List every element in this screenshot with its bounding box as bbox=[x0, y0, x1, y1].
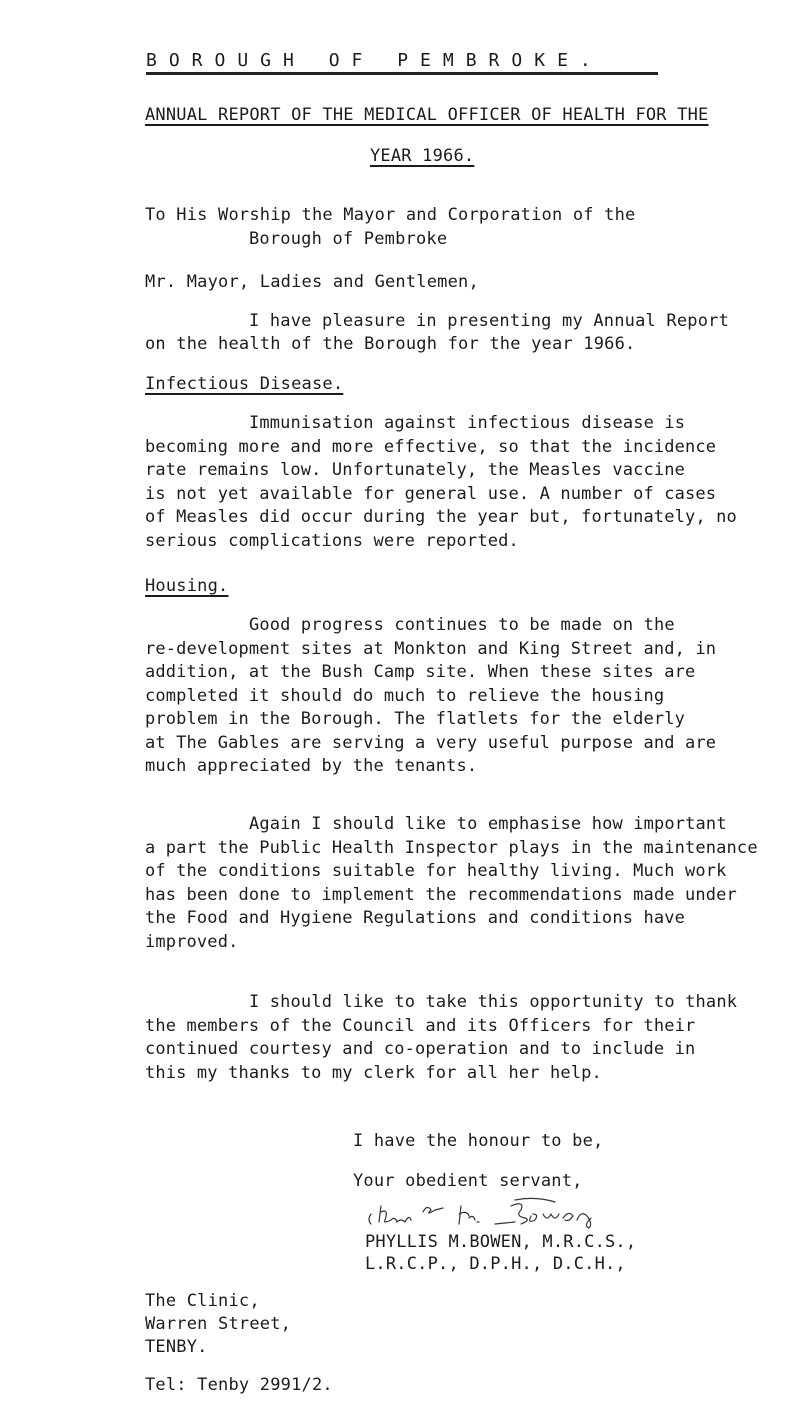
signatory-name: PHYLLIS M.BOWEN, M.R.C.S., bbox=[365, 1232, 637, 1252]
paragraph-line: the Food and Hygiene Regulations and conditions have bbox=[145, 908, 686, 928]
intro-line2: on the health of the Borough for the year 1966. bbox=[145, 334, 636, 354]
paragraph-line: completed it should do much to relieve the housing bbox=[145, 685, 665, 706]
housing-heading: Housing. bbox=[145, 576, 229, 596]
borough-title: BOROUGH OF PEMBROKE. bbox=[146, 50, 603, 71]
street-line: Warren Street, bbox=[145, 1314, 292, 1334]
paragraph-line: Again I should like to emphasise how important bbox=[249, 814, 727, 834]
paragraph-line: a part the Public Health Inspector plays in the maintenance bbox=[145, 837, 758, 858]
report-title-line2: YEAR 1966. bbox=[370, 146, 475, 166]
infectious-paragraph bbox=[145, 412, 737, 553]
inspector-paragraph bbox=[145, 813, 758, 954]
paragraph-line: improved. bbox=[145, 931, 239, 952]
closing-honour: I have the honour to be, bbox=[353, 1131, 604, 1151]
housing-paragraph bbox=[145, 614, 716, 779]
clinic-line: The Clinic, bbox=[145, 1291, 260, 1311]
closing-servant: Your obedient servant, bbox=[353, 1171, 583, 1191]
paragraph-line: Good progress continues to be made on the bbox=[249, 615, 675, 635]
town-line: TENBY. bbox=[145, 1337, 208, 1357]
paragraph-line: the members of the Council and its Officers for their bbox=[145, 1015, 696, 1036]
thanks-paragraph bbox=[145, 991, 737, 1085]
paragraph-line: of Measles did occur during the year but, fortunately, no bbox=[145, 507, 737, 527]
report-title-line1: ANNUAL REPORT OF THE MEDICAL OFFICER OF HEALTH FOR THE bbox=[145, 105, 709, 125]
paragraph-line: rate remains low. Unfortunately, the Measles vaccine bbox=[145, 460, 686, 480]
paragraph-line: much appreciated by the tenants. bbox=[145, 756, 478, 776]
address-line2: Borough of Pembroke bbox=[249, 229, 448, 249]
paragraph-line: serious complications were reported. bbox=[145, 530, 519, 551]
paragraph-line: continued courtesy and co-operation and to include in bbox=[145, 1039, 696, 1059]
paragraph-line: I should like to take this opportunity to thank bbox=[249, 992, 738, 1012]
paragraph-line: addition, at the Bush Camp site. When these sites are bbox=[145, 662, 696, 682]
paragraph-line: problem in the Borough. The flatlets for the elderly bbox=[145, 709, 686, 729]
paragraph-line: has been done to implement the recommendations made under bbox=[145, 884, 737, 905]
paragraph-line: Immunisation against infectious disease is bbox=[249, 413, 686, 433]
paragraph-line: at The Gables are serving a very useful purpose and are bbox=[145, 732, 717, 753]
paragraph-line: re-development sites at Monkton and King Street and, in bbox=[145, 638, 717, 659]
paragraph-line: is not yet available for general use. A number of cases bbox=[145, 483, 717, 504]
greeting: Mr. Mayor, Ladies and Gentlemen, bbox=[145, 272, 479, 292]
paragraph-line: of the conditions suitable for healthy living. Much work bbox=[145, 861, 727, 881]
intro-line1: I have pleasure in presenting my Annual Report bbox=[249, 311, 730, 331]
address-line1: To His Worship the Mayor and Corporation of the bbox=[145, 205, 636, 225]
paragraph-line: becoming more and more effective, so that the incidence bbox=[145, 436, 717, 457]
signatory-qualifications: L.R.C.P., D.P.H., D.C.H., bbox=[365, 1254, 626, 1274]
infectious-heading: Infectious Disease. bbox=[145, 374, 344, 394]
telephone-line: Tel: Tenby 2991/2. bbox=[145, 1375, 333, 1395]
title-underline bbox=[146, 72, 658, 75]
handwritten-signature bbox=[365, 1196, 720, 1230]
paragraph-line: this my thanks to my clerk for all her help. bbox=[145, 1062, 602, 1083]
